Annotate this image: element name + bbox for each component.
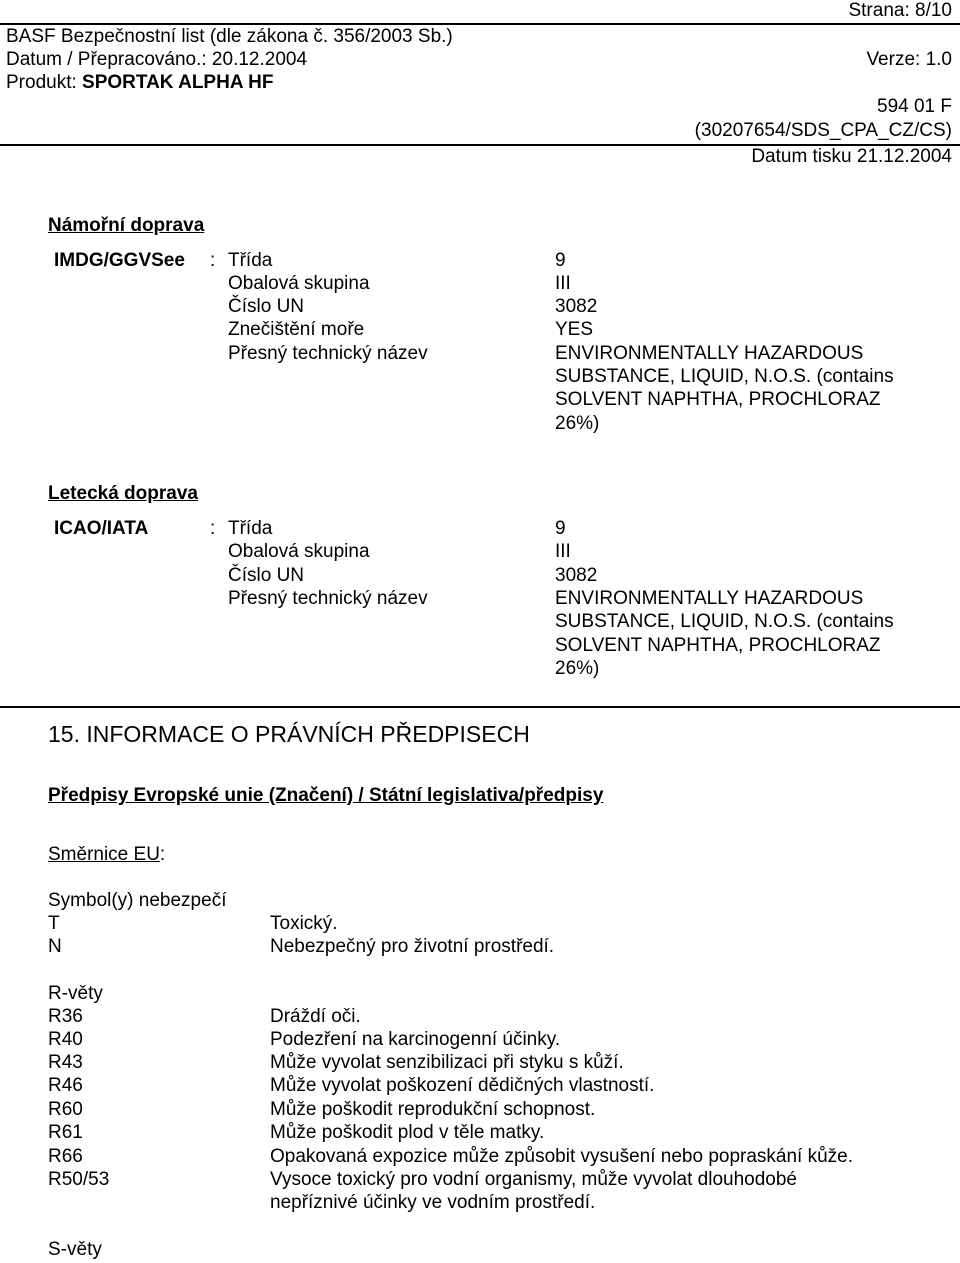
air-value-technical-name-1: ENVIRONMENTALLY HAZARDOUS (555, 588, 864, 609)
symbol-text-t: Toxický. (270, 913, 338, 934)
document-id: (30207654/SDS_CPA_CZ/CS) (694, 120, 952, 141)
sea-value-technical-name-3: SOLVENT NAPHTHA, PROCHLORAZ (555, 389, 881, 410)
sea-value-packing-group: III (555, 273, 571, 294)
symbol-text-n: Nebezpečný pro životní prostředí. (270, 936, 555, 957)
r-phrase-text: Může vyvolat senzibilizaci při styku s kůží. (270, 1052, 624, 1073)
air-label-un-number: Číslo UN (228, 565, 305, 586)
eu-directive-line (48, 844, 165, 866)
air-value-technical-name-3: SOLVENT NAPHTHA, PROCHLORAZ (555, 635, 881, 656)
r-phrase-text: Vysoce toxický pro vodní organismy, může vyvolat dlouhodobé (270, 1169, 797, 1190)
r-phrase-code: R43 (48, 1052, 83, 1073)
sea-value-marine-pollutant: YES (555, 319, 594, 340)
air-value-technical-name-4: 26%) (555, 658, 600, 679)
air-value-packing-group: III (555, 541, 571, 562)
sea-value-un-number: 3082 (555, 296, 598, 317)
symbol-code-t: T (48, 913, 60, 934)
r-phrase-text: Může poškodit plod v těle matky. (270, 1122, 545, 1143)
section-rule (0, 706, 960, 708)
symbol-code-n: N (48, 936, 62, 957)
section-15-title: 15. INFORMACE O PRÁVNÍCH PŘEDPISECH (48, 721, 530, 747)
product-name: SPORTAK ALPHA HF (82, 72, 274, 93)
sea-label-class: Třída (228, 250, 273, 271)
air-value-class: 9 (555, 518, 566, 539)
print-date: Datum tisku 21.12.2004 (751, 146, 952, 167)
air-colon: : (210, 518, 216, 539)
r-phrase-code: R50/53 (48, 1169, 110, 1190)
air-label-packing-group: Obalová skupina (228, 541, 370, 562)
r-phrase-text: Podezření na karcinogenní účinky. (270, 1029, 561, 1050)
air-transport-heading: Letecká doprava (48, 483, 198, 504)
product-label: Produkt: (6, 72, 83, 93)
product-line (6, 72, 273, 94)
sea-label-technical-name: Přesný technický název (228, 343, 428, 364)
eu-directive-colon: : (159, 844, 166, 865)
eu-regulations-heading: Předpisy Evropské unie (Značení) / Státní legislativa/předpisy (48, 785, 604, 806)
r-phrase-code: R40 (48, 1029, 83, 1050)
version: Verze: 1.0 (866, 49, 952, 70)
header-rule (0, 23, 960, 25)
r-phrase-text: Opakovaná expozice může způsobit vysušení nebo popraskání kůže. (270, 1146, 854, 1167)
sea-colon: : (210, 250, 216, 271)
air-label-class: Třída (228, 518, 273, 539)
air-label-technical-name: Přesný technický název (228, 588, 428, 609)
r-phrase-code: R46 (48, 1075, 83, 1096)
air-value-technical-name-2: SUBSTANCE, LIQUID, N.O.S. (contains (555, 611, 894, 632)
r-phrase-code: R36 (48, 1006, 83, 1027)
r-phrases-label: R-věty (48, 983, 103, 1004)
air-regulation: ICAO/IATA (54, 518, 149, 539)
r-phrase-text: Může vyvolat poškození dědičných vlastností. (270, 1075, 655, 1096)
sea-value-technical-name-4: 26%) (555, 413, 600, 434)
page-number: Strana: 8/10 (848, 0, 952, 21)
sea-regulation: IMDG/GGVSee (54, 250, 185, 271)
hazard-symbols-label: Symbol(y) nebezpečí (48, 890, 227, 911)
r-phrase-text: Dráždí oči. (270, 1006, 361, 1027)
sea-label-un-number: Číslo UN (228, 296, 305, 317)
sea-label-marine-pollutant: Znečištění moře (228, 319, 365, 340)
revision-date: Datum / Přepracováno.: 20.12.2004 (6, 49, 308, 70)
sea-label-packing-group: Obalová skupina (228, 273, 370, 294)
s-phrases-label: S-věty (48, 1239, 102, 1260)
sea-transport-heading: Námořní doprava (48, 215, 205, 236)
r-phrase-code: R61 (48, 1122, 83, 1143)
product-code: 594 01 F (877, 96, 952, 117)
r-phrase-code: R60 (48, 1099, 83, 1120)
r-phrase-text-continued: nepříznivé účinky ve vodním prostředí. (270, 1192, 596, 1213)
air-value-un-number: 3082 (555, 565, 598, 586)
sea-value-class: 9 (555, 250, 566, 271)
sea-value-technical-name-2: SUBSTANCE, LIQUID, N.O.S. (contains (555, 366, 894, 387)
document-title: BASF Bezpečnostní list (dle zákona č. 356/2003 Sb.) (6, 26, 453, 47)
r-phrase-code: R66 (48, 1146, 83, 1167)
r-phrase-text: Může poškodit reprodukční schopnost. (270, 1099, 596, 1120)
sea-value-technical-name-1: ENVIRONMENTALLY HAZARDOUS (555, 343, 864, 364)
eu-directive-label: Směrnice EU (48, 844, 160, 865)
